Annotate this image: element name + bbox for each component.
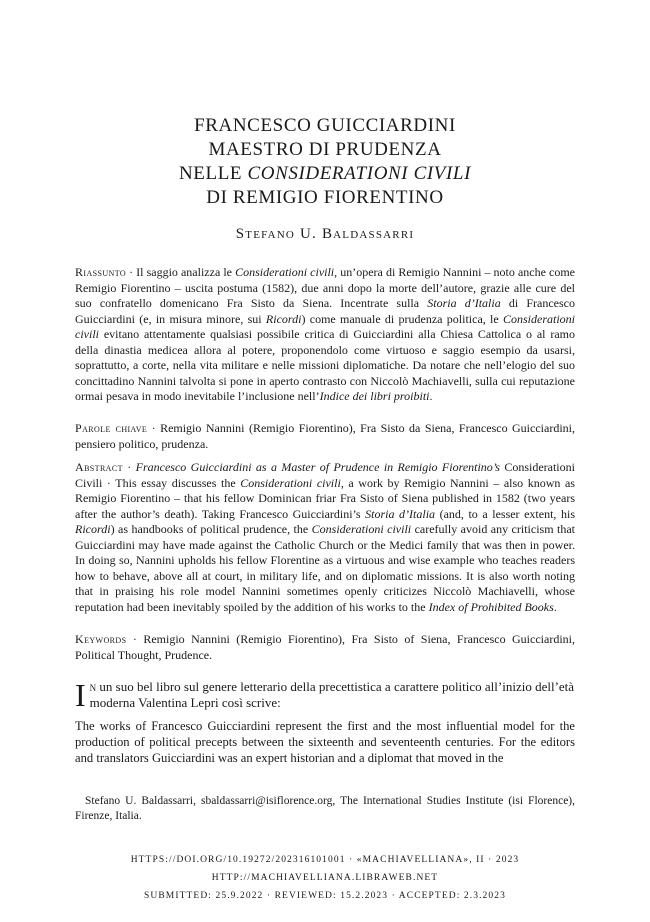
title-line-3	[0, 162, 650, 186]
title-line-1: FRANCESCO GUICCIARDINI	[194, 115, 456, 136]
riassunto-text-2: , un’opera di Remigio Nannini – noto anche come Remigio Fiorentino – uscita postuma (1582), due anni dopo la morte dell’autore, grazie alle cure del suo confratello domenicano Fra Sisto da Siena. Incentrate sulla	[75, 265, 575, 310]
abstract-italic-1: Considerationi civili	[240, 475, 341, 490]
riassunto-italic-4: Considerationi civili	[75, 311, 575, 341]
parole-chiave-sep: ·	[147, 421, 161, 435]
abstract-paragraph	[75, 460, 575, 615]
drop-cap: I	[75, 677, 86, 713]
doi-line: HTTPS://DOI.ORG/10.19272/202316101001 · «MACHIAVELLIANA», II · 2023	[130, 855, 520, 865]
riassunto-paragraph	[75, 265, 575, 405]
title-line-2: MAESTRO DI PRUDENZA	[208, 139, 442, 160]
author-name: Stefano U. Baldassarri	[235, 226, 415, 242]
article-title	[0, 114, 650, 210]
parole-chiave-paragraph	[75, 421, 575, 452]
riassunto-italic-1: Considerationi civili	[235, 265, 335, 279]
riassunto-text-3: di Francesco Guicciardini (e, in misura minore, sui	[75, 296, 575, 326]
intro-first-word: n	[89, 679, 97, 694]
footnote-text: Stefano U. Baldassarri, sbaldassarri@isiflorence.org, The International Studies Institute (isi Florence), Firenze, Italia.	[75, 795, 575, 822]
abstract-text-5: .	[553, 599, 557, 614]
block-quote: The works of Francesco Guicciardini represent the first and the most influential model for the production of political precepts between the sixteenth and seventeenth centuries. For the editors and translators Guicciardini was an expert historian and a diplomat that moved in the	[75, 719, 575, 765]
riassunto-text-4: ) come manuale di prudenza politica, le	[301, 311, 503, 326]
riassunto-label: Riassunto	[75, 265, 127, 279]
abstract-text-2: (and, to a lesser extent, his	[435, 506, 575, 521]
riassunto-text-1: Il saggio analizza le	[136, 265, 236, 279]
title-line-3-prefix: NELLE	[178, 163, 248, 184]
riassunto-text-6: .	[429, 389, 433, 403]
parole-chiave-label: Parole chiave	[75, 421, 148, 435]
title-line-3-italic: CONSIDERATIONI CIVILI	[247, 163, 472, 184]
keywords-text: Remigio Nannini (Remigio Fiorentino), Fra Sisto of Siena, Francesco Guicciardini, Political Thought, Prudence.	[75, 632, 575, 662]
title-line-4: DI REMIGIO FIORENTINO	[206, 187, 444, 208]
riassunto-italic-5: Indice dei libri proibiti	[319, 389, 430, 403]
riassunto-italic-3: Ricordi	[265, 311, 302, 326]
abstract-sep: ·	[122, 460, 136, 474]
abstract-italic-3: Ricordi	[75, 522, 111, 536]
intro-paragraph	[75, 679, 575, 711]
abstract-text-1: , a work by Remigio Nannini – also known as Remigio Fiorentino – that his fellow Dominican friar Fra Sisto of Siena published in 1582 (two years after the author’s death). Taking Francesco Guicciardini’s	[75, 475, 575, 521]
abstract-italic-5: Index of Prohibited Books	[428, 599, 554, 614]
parole-chiave-text: Remigio Nannini (Remigio Fiorentino), Fra Sisto da Siena, Francesco Guicciardini, pensiero politico, prudenza.	[75, 421, 575, 451]
abstract-text-0: Considerationi Civili · This essay discusses the	[75, 460, 575, 490]
abstract-italic-0: Francesco Guicciardini as a Master of Prudence in Remigio Fiorentino’s	[135, 460, 500, 474]
author-footnote	[75, 794, 575, 824]
submission-dates: SUBMITTED: 25.9.2022 · REVIEWED: 15.2.2023 · ACCEPTED: 2.3.2023	[144, 891, 506, 901]
keywords-paragraph	[75, 632, 575, 663]
abstract-italic-4: Considerationi civili	[311, 522, 412, 536]
intro-text: un suo bel libro sul genere letterario della precettistica a carattere politico all’inizio dell’età moderna Valentina Lepri così scrive:	[89, 679, 575, 710]
abstract-text-4: carefully avoid any criticism that Guicciardini may have made against the Catholic Church or the Medici family that was then in power. In doing so, Nannini upholds his fellow Florentine as a virtuous and wise example who teaches readers how to behave, above all at court, in military life, and on diplomatic missions. It is also worth noting that in praising his role model Nannini sometimes openly criticizes Niccolò Machiavelli, whose reputation had been inevitably spoiled by the addition of his works to the	[75, 522, 575, 614]
abstract-text-3: ) as handbooks of political prudence, the	[110, 522, 312, 536]
keywords-sep: ·	[126, 632, 144, 646]
riassunto-sep: ·	[126, 265, 137, 279]
riassunto-text-5: evitano attentamente qualsiasi possibile critica di Guicciardini alla Chiesa Cattolica o al ramo della dinastia medicea allora al potere, proponendolo come virtuoso e saggio esempio da usarsi, soprattutto, a corte, nella vita militare e nelle missioni diplomatiche. Da notare che nell’elogio del suo concittadino Nannini talvolta si pone in aperto contrasto con Niccolò Machiavelli, sulla cui reputazione ormai pesava in modo inevitabile l’inclusione nell’	[75, 327, 575, 403]
keywords-label: Keywords	[75, 632, 127, 646]
journal-url: HTTP://MACHIAVELLIANA.LIBRAWEB.NET	[211, 873, 439, 883]
abstract-label: Abstract	[75, 460, 123, 474]
abstract-italic-2: Storia d’Italia	[365, 506, 436, 521]
riassunto-italic-2: Storia d’Italia	[427, 296, 501, 310]
